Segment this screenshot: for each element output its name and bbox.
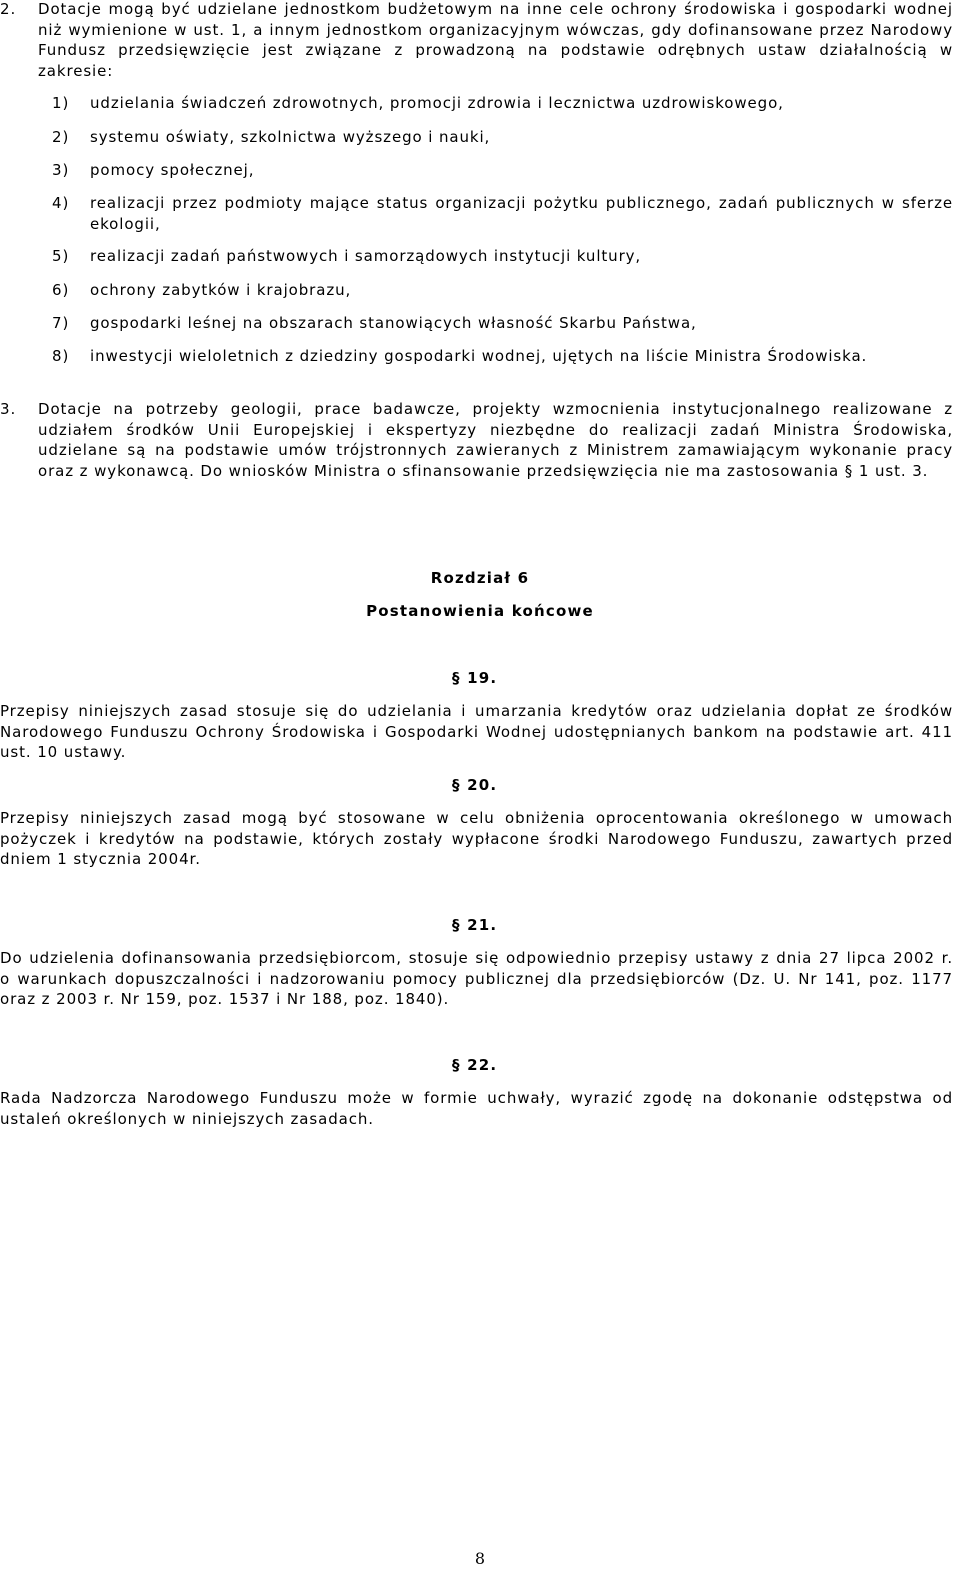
list-item-text: inwestycji wieloletnich z dziedziny gospodarki wodnej, ujętych na liście Ministra Środowiska. — [90, 347, 868, 365]
list-item-number: 4) — [52, 194, 70, 212]
list-item-text: realizacji zadań państwowych i samorządowych instytucji kultury, — [90, 247, 642, 265]
list-item-8 — [52, 346, 953, 367]
point-2-text: Dotacje mogą być udzielane jednostkom budżetowym na inne cele ochrony środowiska i gospodarki wodnej niż wymienione w ust. 1, a innym jednostkom organizacyjnym wówczas, gdy dofinansowane przez Narodowy Fundusz przedsięwzięcie jest związane z prowadzoną na podstawie odrębnych ustaw działalnością w zakresie: — [38, 0, 953, 80]
list-item-text: systemu oświaty, szkolnictwa wyższego i nauki, — [90, 128, 491, 146]
list-item-text: realizacji przez podmioty mające status organizacji pożytku publicznego, zadań publicznych w sferze ekologii, — [90, 194, 953, 233]
point-2 — [0, 0, 953, 81]
list-item-number: 6) — [52, 281, 70, 299]
list-item-text: pomocy społecznej, — [90, 161, 255, 179]
list-item-number: 8) — [52, 347, 70, 365]
list-item-5 — [52, 246, 953, 267]
point-3-number: 3. — [0, 400, 17, 418]
list-item-7 — [52, 313, 953, 334]
section-21-text: Do udzielenia dofinansowania przedsiębiorcom, stosuje się odpowiednio przepisy ustawy z dnia 27 lipca 2002 r. o warunkach dopuszczalności i nadzorowaniu pomocy publicznej dla przedsiębiorców (Dz. U. Nr 141, poz. 1177 oraz z 2003 r. Nr 159, poz. 1537 i Nr 188, poz. 1840). — [0, 949, 953, 1008]
list-item-number: 5) — [52, 247, 70, 265]
list-item-3 — [52, 160, 953, 181]
chapter-label: Rozdział 6 — [430, 569, 530, 587]
section-sign-20: § 20. — [452, 776, 498, 794]
list-item-number: 7) — [52, 314, 70, 332]
list-item-number: 2) — [52, 128, 70, 146]
chapter-title: Postanowienia końcowe — [366, 602, 594, 620]
list-item-6 — [52, 280, 953, 301]
section-sign-22: § 22. — [452, 1056, 498, 1074]
section-22-text: Rada Nadzorcza Narodowego Funduszu może w formie uchwały, wyrazić zgodę na dokonanie odstępstwa od ustaleń określonych w niniejszych zasadach. — [0, 1089, 953, 1128]
page-number: 8 — [474, 1549, 486, 1568]
section-sign-19: § 19. — [452, 669, 498, 687]
section-sign-21: § 21. — [452, 916, 498, 934]
list-item-number: 3) — [52, 161, 70, 179]
section-20-text: Przepisy niniejszych zasad mogą być stosowane w celu obniżenia oprocentowania określonego w umowach pożyczek i kredytów na podstawie, których zostały wypłacone środki Narodowego Funduszu, zawartych przed dniem 1 stycznia 2004r. — [0, 809, 953, 868]
list-item-2 — [52, 127, 953, 148]
point-3 — [0, 399, 953, 481]
section-19-text: Przepisy niniejszych zasad stosuje się do udzielania i umarzania kredytów oraz udzielania dopłat ze środków Narodowego Funduszu Ochrony Środowiska i Gospodarki Wodnej udostępnianych bankom na podstawie art. 411 ust. 10 ustawy. — [0, 702, 953, 761]
list-item-1 — [52, 93, 953, 114]
point-3-text: Dotacje na potrzeby geologii, prace badawcze, projekty wzmocnienia instytucjonalnego realizowane z udziałem środków Unii Europejskiej i ekspertyzy niezbędne do realizacji zadań Ministra Środowiska, udzielane są na podstawie umów trójstronnych zawieranych z Ministrem zamawiającym wykonanie pracy oraz z wykonawcą. Do wniosków Ministra o sfinansowanie przedsięwzięcia nie ma zastosowania § 1 ust. 3. — [38, 400, 953, 480]
list-item-text: udzielania świadczeń zdrowotnych, promocji zdrowia i lecznictwa uzdrowiskowego, — [90, 94, 784, 112]
list-item-text: gospodarki leśnej na obszarach stanowiących własność Skarbu Państwa, — [90, 314, 697, 332]
list-item-text: ochrony zabytków i krajobrazu, — [90, 281, 352, 299]
list-item-4 — [52, 193, 953, 234]
list-item-number: 1) — [52, 94, 70, 112]
point-2-number: 2. — [0, 0, 17, 18]
